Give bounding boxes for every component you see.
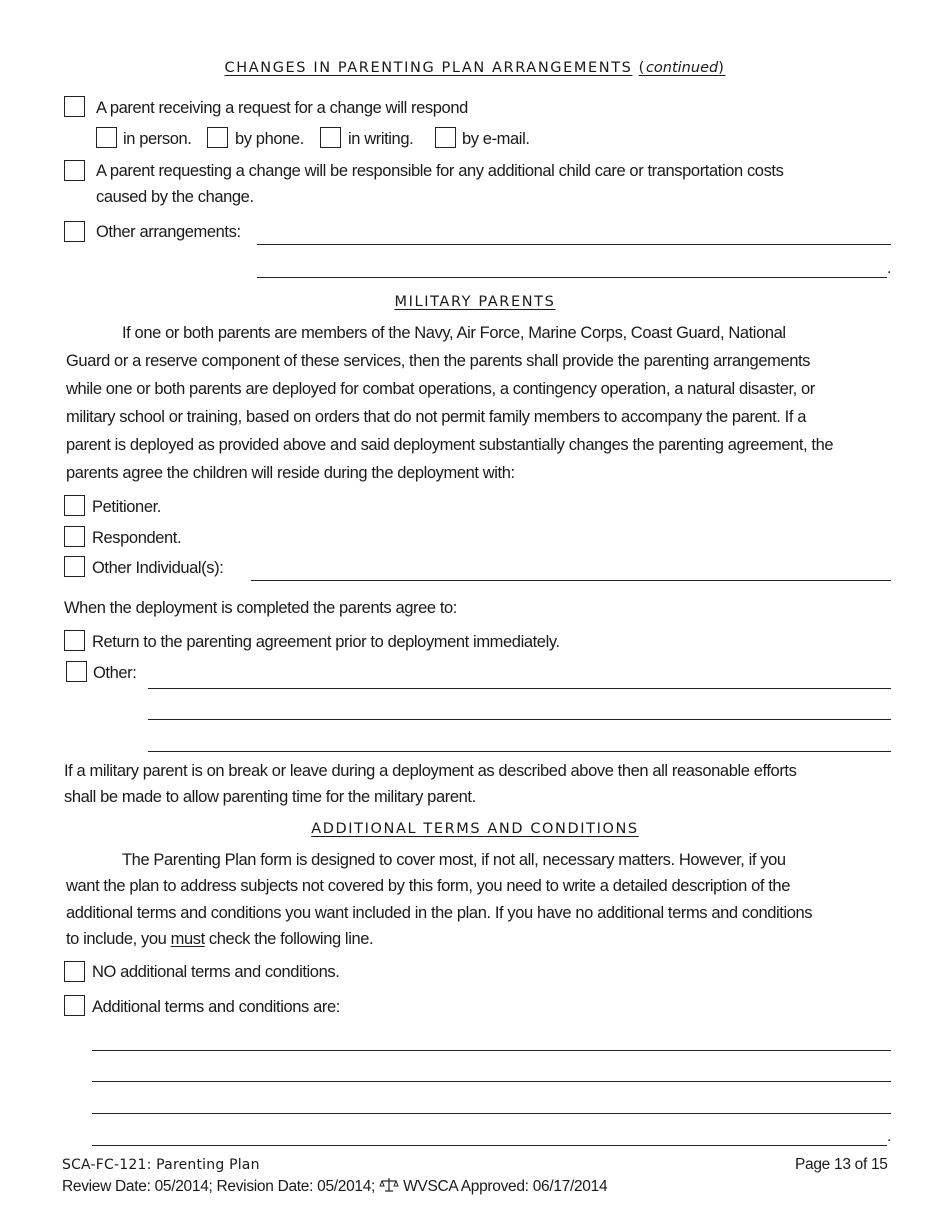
additional-terms-line-3[interactable] <box>92 1113 891 1114</box>
by-phone-checkbox[interactable] <box>207 127 228 148</box>
respondent-label: Respondent. <box>92 529 182 547</box>
military-paragraph <box>66 319 896 487</box>
respond-checkbox[interactable] <box>64 96 85 117</box>
break-text-line1: If a military parent is on break or leave during a deployment as described above then all reasonable efforts <box>64 762 797 780</box>
additional-paragraph-line3: additional terms and conditions you want included in the plan. If you have no additional terms and conditions <box>66 904 813 922</box>
break-text-line2: shall be made to allow parenting time for the military parent. <box>64 788 476 806</box>
other-individuals-label: Other Individual(s): <box>92 559 224 577</box>
costs-label-line1: A parent requesting a change will be responsible for any additional child care or transportation costs <box>96 162 784 180</box>
military-paragraph-line: while one or both parents are deployed for combat operations, a contingency operation, a natural disaster, or <box>66 380 815 398</box>
no-additional-label: NO additional terms and conditions. <box>92 963 340 981</box>
return-checkbox[interactable] <box>64 630 85 651</box>
by-email-label: by e-mail. <box>462 130 530 148</box>
additional-paragraph-line1: The Parenting Plan form is designed to cover most, if not all, necessary matters. However, if you <box>122 851 786 869</box>
scales-of-justice-icon <box>379 1177 399 1193</box>
footer-page-number: Page 13 of 15 <box>795 1156 888 1173</box>
petitioner-label: Petitioner. <box>92 498 161 516</box>
in-writing-checkbox[interactable] <box>320 127 341 148</box>
military-paragraph-line: If one or both parents are members of the Navy, Air Force, Marine Corps, Coast Guard, National <box>122 324 786 342</box>
other-deployment-line-1[interactable] <box>148 688 891 689</box>
military-paragraph-line: parent is deployed as provided above and said deployment substantially changes the parenting agreement, the <box>66 436 834 454</box>
in-person-label: in person. <box>123 130 192 148</box>
other-deployment-line-3[interactable] <box>148 751 891 752</box>
costs-checkbox[interactable] <box>64 160 85 181</box>
additional-are-label: Additional terms and conditions are: <box>92 998 340 1016</box>
additional-paragraph-line4: to include, you must check the following line. <box>66 930 374 948</box>
footer-dates: Review Date: 05/2014; Revision Date: 05/2014; WVSCA Approved: 06/17/2014 <box>62 1178 608 1195</box>
military-paragraph-line: parents agree the children will reside during the deployment with: <box>66 464 515 482</box>
additional-are-checkbox[interactable] <box>64 995 85 1016</box>
in-person-checkbox[interactable] <box>96 127 117 148</box>
other-deployment-line-2[interactable] <box>148 719 891 720</box>
other-deployment-checkbox[interactable] <box>66 661 87 682</box>
section-heading-additional <box>0 821 950 837</box>
other-arrangements-line-1[interactable] <box>257 244 891 245</box>
return-label: Return to the parenting agreement prior to deployment immediately. <box>92 633 560 651</box>
other-individuals-line[interactable] <box>251 580 891 581</box>
heading-text: CHANGES IN PARENTING PLAN ARRANGEMENTS <box>224 60 633 76</box>
petitioner-checkbox[interactable] <box>64 495 85 516</box>
footer-form-id: SCA-FC-121: Parenting Plan <box>62 1157 260 1173</box>
other-individuals-checkbox[interactable] <box>64 556 85 577</box>
other-arrangements-label: Other arrangements: <box>96 223 241 241</box>
costs-label-line2: caused by the change. <box>96 188 254 206</box>
additional-terms-line-1[interactable] <box>92 1050 891 1051</box>
section-heading-military <box>0 294 950 310</box>
respond-label: A parent receiving a request for a change will respond <box>96 99 468 117</box>
other-deployment-label: Other: <box>93 664 137 682</box>
additional-terms-line-2[interactable] <box>92 1081 891 1082</box>
additional-terms-line-4[interactable] <box>92 1145 887 1146</box>
line-end-period: . <box>887 1128 892 1145</box>
no-additional-checkbox[interactable] <box>64 961 85 982</box>
line-end-period: . <box>887 260 892 277</box>
additional-paragraph-line2: want the plan to address subjects not covered by this form, you need to write a detailed description of the <box>66 877 790 895</box>
by-phone-label: by phone. <box>235 130 304 148</box>
military-paragraph-line: military school or training, based on orders that do not permit family members to accompany the parent. If a <box>66 408 807 426</box>
must-emphasis: must <box>170 930 205 948</box>
section-heading-changes: CHANGES IN PARENTING PLAN ARRANGEMENTS (continued) <box>224 60 726 76</box>
heading-text: ADDITIONAL TERMS AND CONDITIONS <box>311 821 639 837</box>
military-paragraph-line: Guard or a reserve component of these services, then the parents shall provide the parenting arrangements <box>66 352 811 370</box>
respondent-checkbox[interactable] <box>64 526 85 547</box>
deployment-completed-label: When the deployment is completed the parents agree to: <box>64 599 457 617</box>
in-writing-label: in writing. <box>348 130 414 148</box>
heading-text: MILITARY PARENTS <box>394 294 556 310</box>
other-arrangements-line-2[interactable] <box>257 277 887 278</box>
by-email-checkbox[interactable] <box>435 127 456 148</box>
other-arrangements-checkbox[interactable] <box>64 221 85 242</box>
